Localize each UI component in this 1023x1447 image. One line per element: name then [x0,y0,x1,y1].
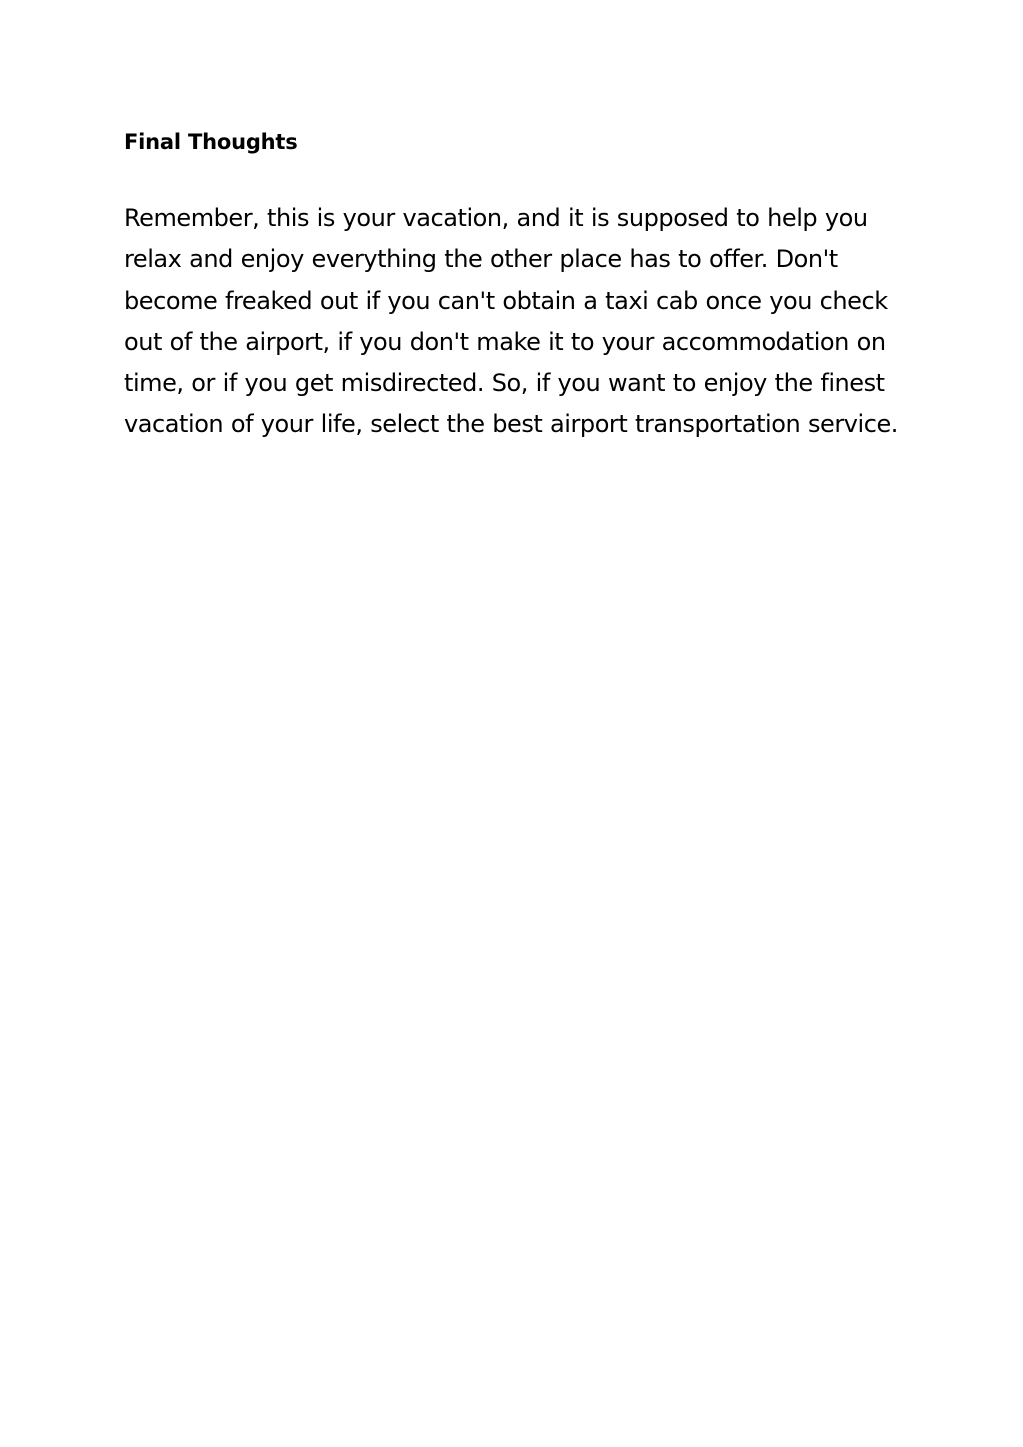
document-content [124,126,914,446]
body-paragraph: Remember, this is your vacation, and it is supposed to help you relax and enjoy everything the other place has to offer. Don't become freaked out if you can't obtain a taxi cab once you check out of the airport, if you don't make it to your accommodation on time, or if you get misdirected. So, if you want to enjoy the finest vacation of your life, select the best airport transportation service. [124,204,898,439]
section-heading: Final Thoughts [124,130,298,154]
